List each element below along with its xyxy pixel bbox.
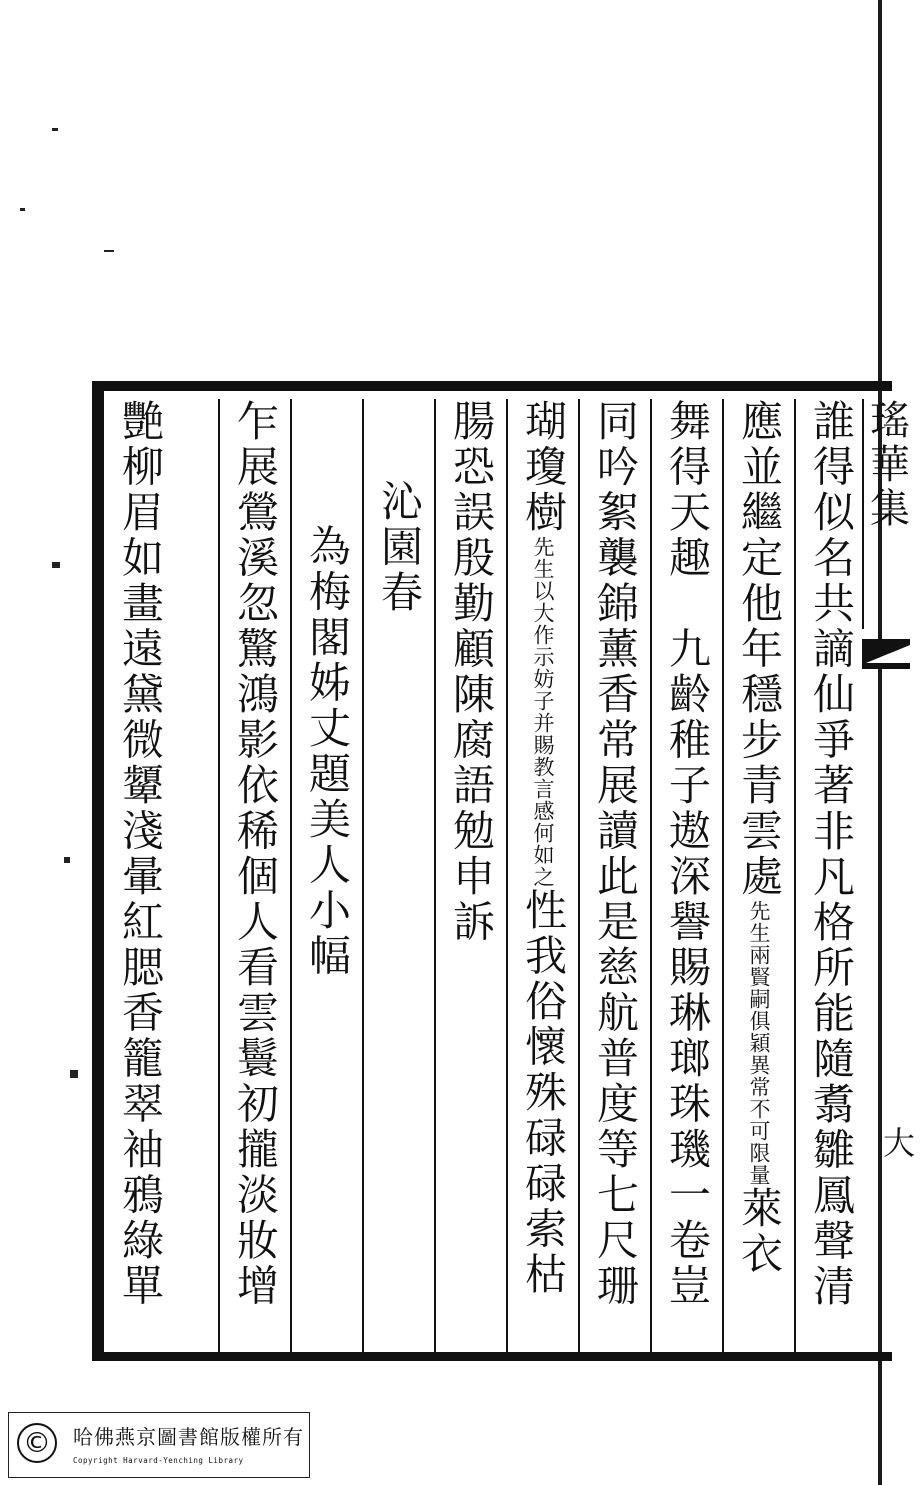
scan-speck <box>20 208 25 211</box>
column-note: 先生以大作示妨子并賜教言感何如之 <box>531 535 556 888</box>
text-column-6 <box>434 399 506 1359</box>
text-column-7 <box>362 399 434 1359</box>
column-text: 同吟絮襲錦薰香常展讀此是慈航普度等七尺珊 <box>591 399 640 1309</box>
text-block-frame <box>92 381 916 1361</box>
column-note: 先生兩賢嗣俱穎異常不可限量 <box>747 899 772 1186</box>
scan-speck <box>64 857 70 863</box>
text-column-10 <box>104 399 176 1359</box>
column-text: 應並繼定他年穩步青雲處 <box>735 399 784 900</box>
scan-speck <box>104 250 114 252</box>
column-text: 瑚瓊樹 <box>519 399 568 536</box>
text-column-8 <box>290 399 362 1359</box>
text-column-2 <box>722 399 794 1359</box>
column-tail: 非凡格所能隨翥雛鳳聲清 <box>807 808 856 1309</box>
poem-heading: 為梅閣姊丈題美人小幅 <box>303 524 352 979</box>
library-stamp <box>8 1412 310 1478</box>
tune-title: 沁園春 <box>375 479 424 616</box>
fishtail-mark <box>862 639 910 669</box>
book-title: 瑤華集 <box>863 399 910 531</box>
book-title-tab <box>862 399 910 629</box>
column-text: 艷柳眉如畫遠黛微顰淺暈紅腮香籠翠袖鴉綠單 <box>116 399 165 1309</box>
scan-speck <box>52 128 58 131</box>
column-tail: 性我俗懷殊碌碌索枯 <box>519 887 568 1297</box>
scan-speck <box>70 1070 78 1078</box>
text-column-9 <box>218 399 290 1359</box>
column-text: 乍展鶯溪忽驚鴻影依稀個人看雲鬟初攏淡妝增 <box>231 399 280 1309</box>
text-column-5 <box>506 399 578 1359</box>
text-column-3 <box>650 399 722 1359</box>
stamp-chinese-text: 哈佛燕京圖書館版權所有 <box>73 1425 304 1449</box>
column-text: 舞得天趣 九齡稚子遨深譽賜琳瑯珠璣一卷豈 <box>663 399 712 1309</box>
column-text: 腸恐誤殷勤顧陳腐語勉申訴 <box>447 399 496 945</box>
column-text: 誰得似名共謫仙爭著 <box>807 399 856 809</box>
text-column-4 <box>578 399 650 1359</box>
stamp-english-text: Copyright Harvard-Yenching Library <box>73 1456 244 1465</box>
column-tail: 萊衣 <box>735 1185 784 1277</box>
copyright-icon: © <box>17 1423 57 1463</box>
scan-speck <box>52 562 60 568</box>
text-column-1 <box>794 399 866 1359</box>
page-mark: 大 <box>878 1126 916 1158</box>
